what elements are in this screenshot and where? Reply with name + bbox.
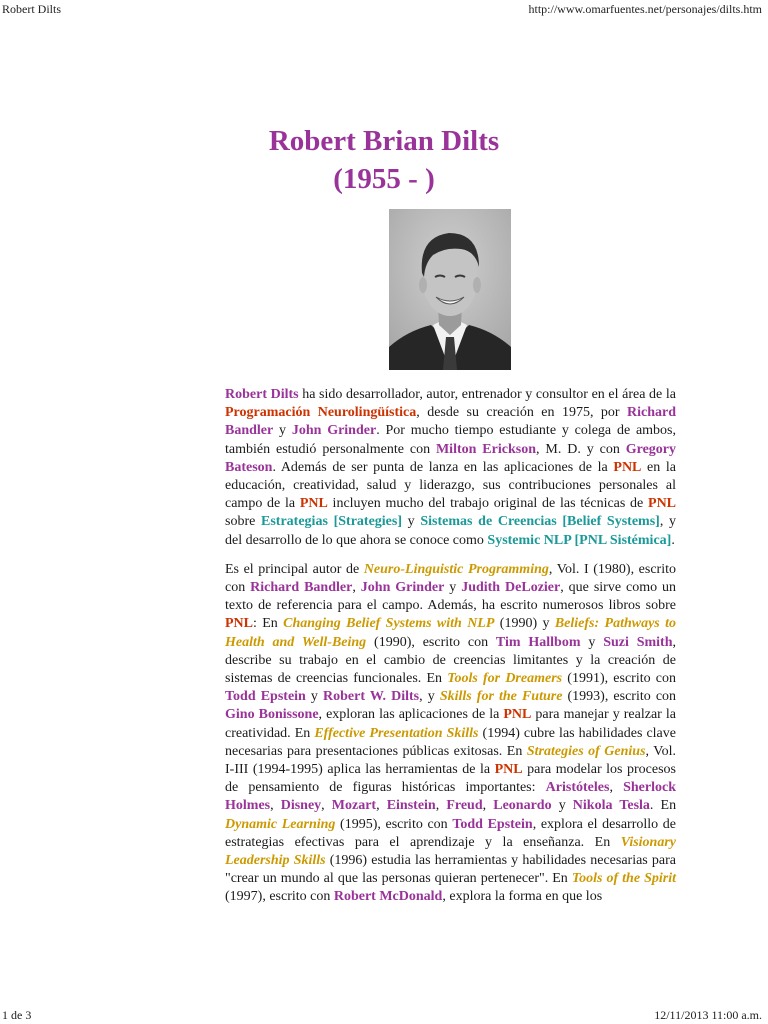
text-run: . Por mucho tiempo estudiante y colega de ambos, también estudió personalmente con [225,423,676,457]
page-title-name: Robert Brian Dilts [268,125,500,157]
person-link[interactable]: Robert McDonald [333,889,443,905]
person-link[interactable]: John Grinder [360,580,445,596]
text-run: , explora el desarrollo de estrategias efectivas para el aprendizaje y la enseñanza. En [225,816,677,850]
person-link[interactable]: John Grinder [291,423,377,439]
pnl-term: PNL [494,762,523,778]
person-link[interactable]: Nikola Tesla [572,798,650,814]
text-run: , M. D. y con [535,441,626,457]
person-link[interactable]: Robert W. Dilts [323,689,420,705]
book-title: Tools for Dreamers [447,671,563,687]
text-run: y [305,689,324,705]
text-run: , exploran las aplicaciones de la [318,707,504,723]
text-run: , describe su trabajo en el cambio de creencias limitantes y la creación de sistemas de creencias funcionales. En [225,634,677,687]
biography-paragraph-2 [225,561,676,907]
text-run: , [270,798,281,814]
person-link[interactable]: Todd Epstein [452,816,533,832]
text-run: , [321,798,332,814]
person-link[interactable]: Todd Epstein [225,689,306,705]
person-link[interactable]: Richard Bandler [225,405,677,439]
person-link[interactable]: Sherlock Holmes [225,780,676,814]
person-link[interactable]: Mozart [331,798,377,814]
text-run: y [402,514,421,530]
text-run: (1995), escrito con [335,816,453,832]
text-run: . [671,532,675,548]
person-link[interactable]: Robert Dilts [225,387,299,402]
text-run: y [551,798,573,814]
pnl-term: PNL [299,496,328,512]
person-link[interactable]: Freud [446,798,483,814]
print-header-url: http://www.omarfuentes.net/personajes/dilts.htm [528,2,762,16]
text-run: , [609,780,624,796]
text-run: , Vol. I (1980), escrito con [225,561,676,596]
text-run: , [435,798,447,814]
text-run: , y del desarrollo de lo que ahora se conoce como [225,514,677,548]
text-run: para modelar los procesos de pensamiento de figuras históricas importantes: [225,762,676,796]
text-run: , [482,798,494,814]
pnl-term: PNL [648,496,677,512]
person-link[interactable]: Judith DeLozier [461,580,561,596]
person-link[interactable]: Einstein [386,798,436,814]
biography-text [225,386,676,918]
person-link[interactable]: Leonardo [493,798,552,814]
text-run: Es el principal autor de [225,561,364,577]
person-link[interactable]: Gregory Bateson [225,441,676,475]
text-run: (1993), escrito con [562,689,677,705]
text-run: ha sido desarrollador, autor, entrenador y consultor en el área de la [298,387,676,402]
book-title: Visionary Leadership Skills [225,834,676,869]
text-run: . Además de ser punta de lanza en las aplicaciones de la [272,459,614,475]
text-run: , desde su creación en 1975, por [416,405,628,421]
book-title: Dynamic Learning [225,816,336,832]
person-link[interactable]: Gino Bonissone [225,707,319,723]
book-title: Strategies of Genius [526,743,646,759]
text-run: , [352,580,361,596]
portrait-photo [389,209,511,370]
pnl-term: PNL [613,459,642,475]
book-title: Effective Presentation Skills [314,725,479,741]
book-title: Beliefs: Pathways to Health and Well-Being [225,616,676,650]
print-footer-page: 1 de 3 [2,1008,32,1022]
print-header-title: Robert Dilts [2,2,61,16]
person-link[interactable]: Richard Bandler [250,580,353,596]
text-run: y [273,423,292,439]
text-run: (1991), escrito con [562,671,676,687]
text-run: , y [419,689,440,705]
text-run: para manejar y realzar la creatividad. En [225,707,676,741]
concept-link[interactable]: Sistemas de Creencias [Belief Systems] [420,514,660,530]
text-run: y [580,634,604,650]
page-title-years: (1955 - ) [333,163,435,195]
text-run: incluyen mucho del trabajo original de las técnicas de [327,496,649,512]
text-run: en la educación, creatividad, salud y liderazgo, sus contribuciones personales al campo de la [225,459,676,512]
text-run: (1994) cubre las habilidades clave necesarias para presentaciones públicas exitosas. En [225,725,676,759]
text-run: (1996) estudia las herramientas y habilidades necesarias para "crear un mundo al que las personas quieran pertenecer". En [225,853,676,887]
page-title [0,122,768,198]
person-link[interactable]: Milton Erickson [435,441,536,457]
concept-link[interactable]: Systemic NLP [PNL Sistémica] [487,532,672,548]
concept-link[interactable]: Estrategias [Strategies] [261,514,402,530]
person-link[interactable]: Tim Hallbom [495,634,581,650]
biography-paragraph-1 [225,386,676,550]
book-title: Neuro-Linguistic Programming [363,561,549,577]
text-run: (1990) y [494,616,555,632]
person-link[interactable]: Suzi Smith [603,634,673,650]
pnl-term: PNL [225,616,253,632]
text-run: (1997), escrito con [225,889,334,905]
text-run: : En [253,616,284,632]
book-title: Skills for the Future [439,689,563,705]
book-title: Changing Belief Systems with NLP [283,616,495,632]
pnl-term: PNL [503,707,532,723]
text-run: sobre [225,514,262,530]
text-run: y [444,580,462,596]
pnl-term: Programación Neurolingüística [225,405,417,421]
text-run: , explora la forma en que los [442,889,603,905]
text-run: , [376,798,387,814]
print-footer-timestamp: 12/11/2013 11:00 a.m. [654,1008,762,1022]
text-run: , que sirve como un texto de referencia para el campo. Además, ha escrito numerosos libros sobre [225,580,677,614]
person-link[interactable]: Disney [280,798,322,814]
person-link[interactable]: Aristóteles [545,780,610,796]
text-run: , Vol. I-III (1994-1995) aplica las herramientas de la [225,743,676,778]
book-title: Tools of the Spirit [571,871,676,887]
text-run: . En [649,798,677,814]
text-run: (1990), escrito con [366,634,496,650]
